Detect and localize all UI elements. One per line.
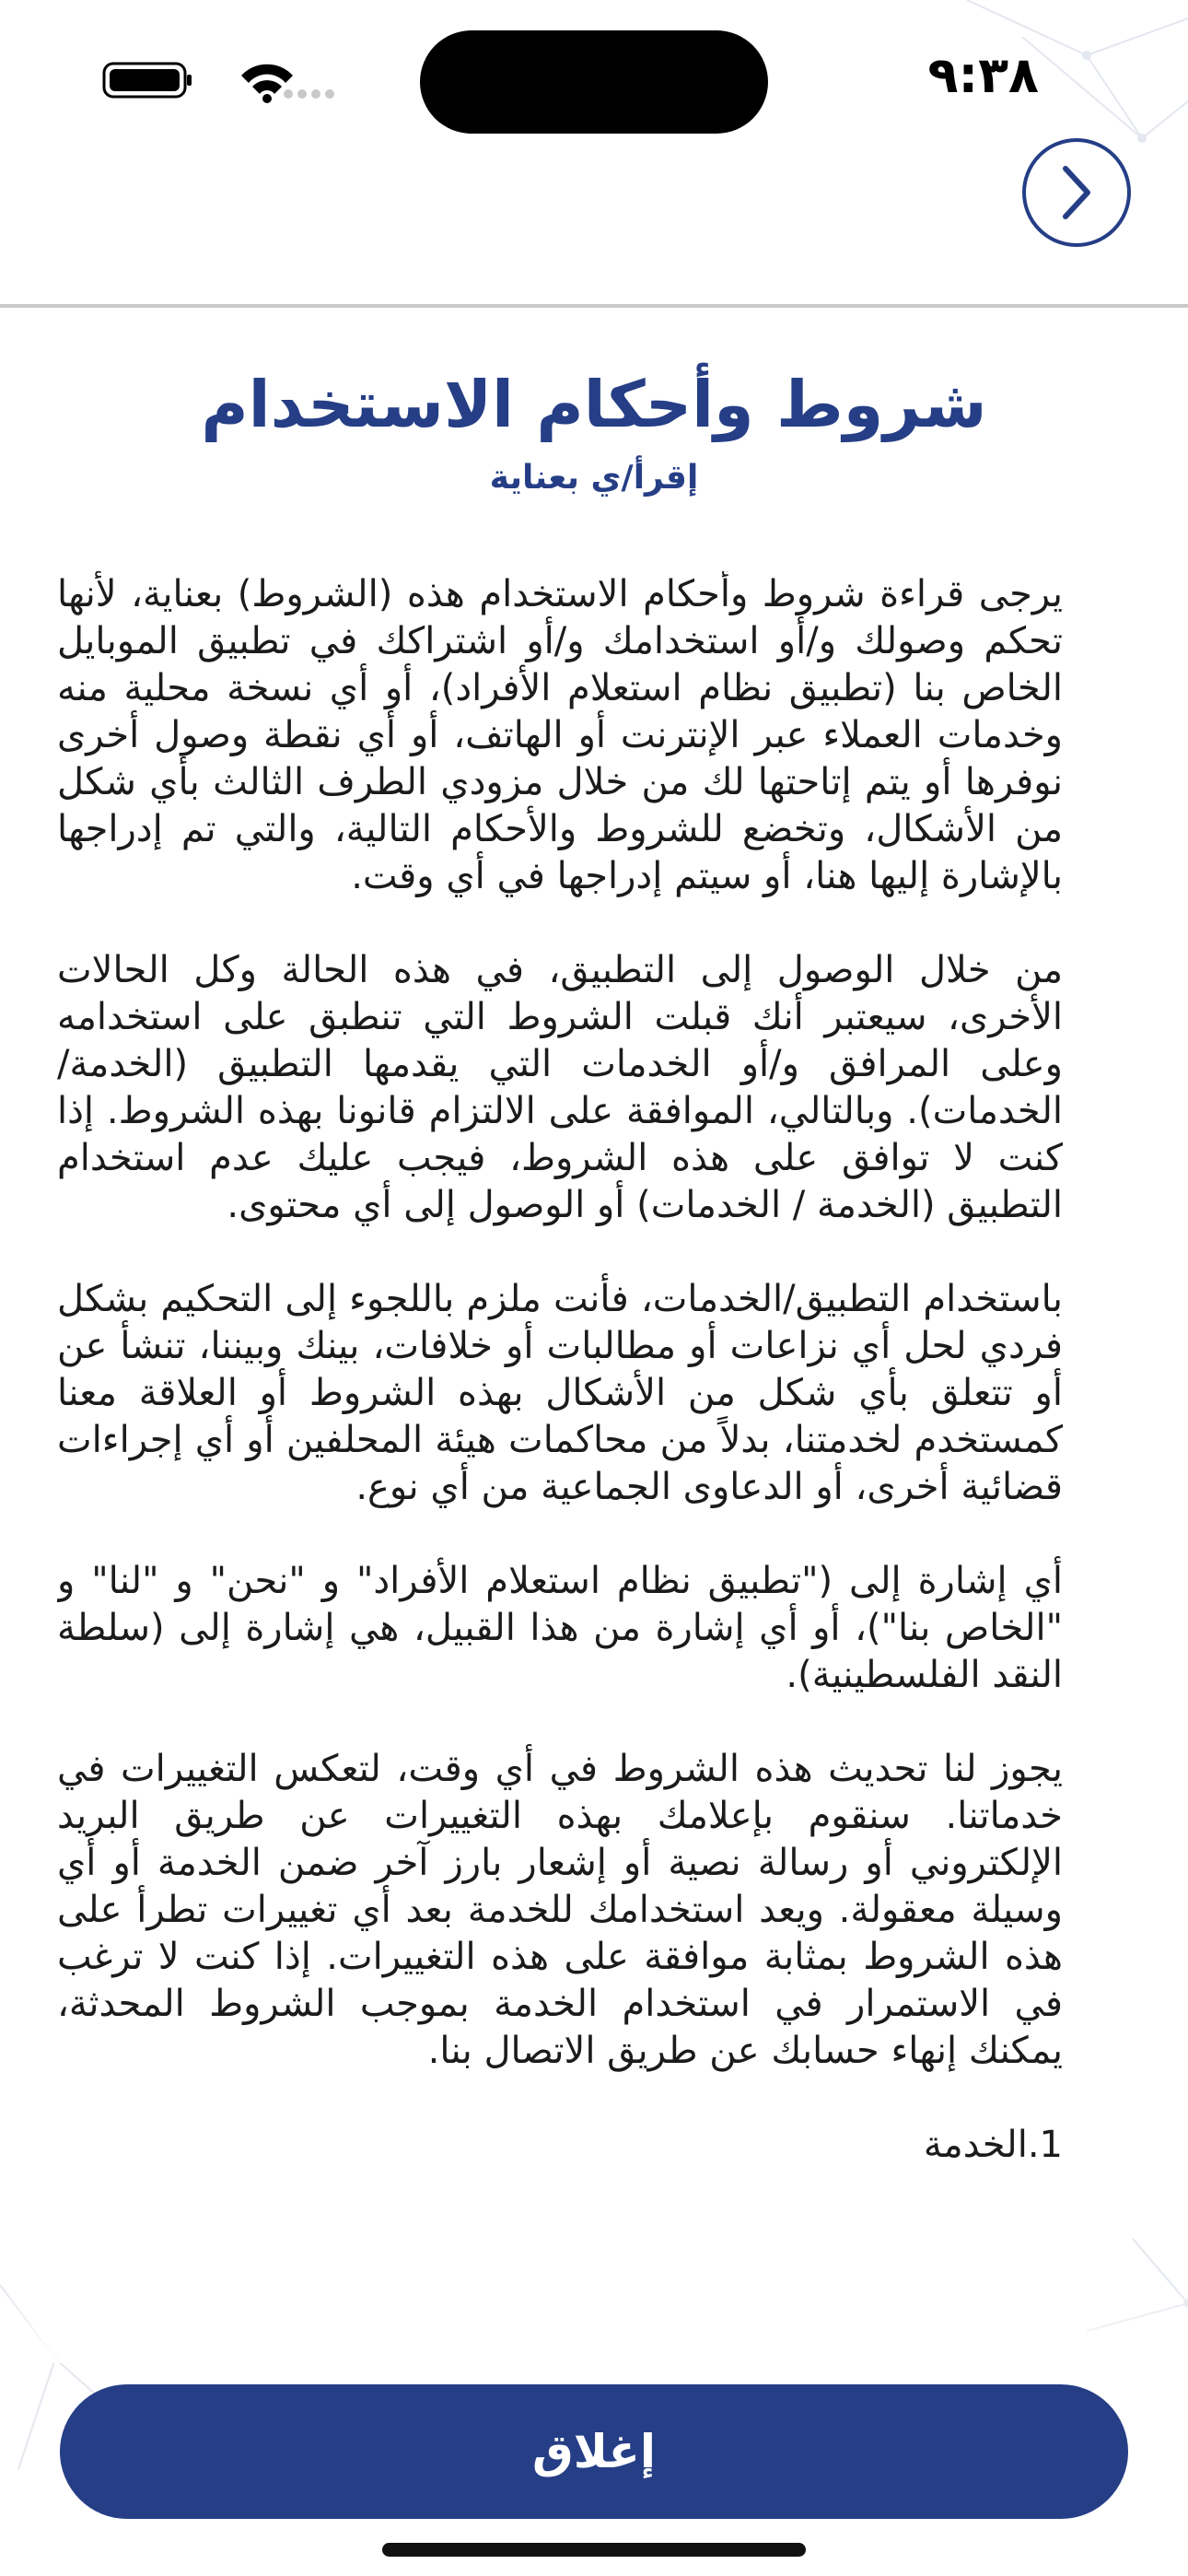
terms-paragraph-text: يرجى قراءة شروط وأحكام الاستخدام هذه (الشروط) بعناية، لأنها تحكم وصولك و/أو استخدامك و/أو اشتراكك في تطبيق الموبايل الخاص بنا (تطبيق نظام استعلام الأفراد)، أو أي نسخة محلية منه وخدمات العملاء عبر الإنترنت أو الهاتف، أو أي نقطة وصول أخرى نوفرها أو يتم إتاحتها لك من خلال مزودي الطرف الثالث بأي شكل من الأشكال، وتخضع للشروط والأحكام التالية، والتي تم إدراجها بالإشارة إليها هنا، أو سيتم إدراجها في أي وقت.: [57, 573, 1063, 897]
section-heading: 1.الخدمة: [923, 2124, 1063, 2166]
content-fade: [0, 2289, 1188, 2363]
terms-paragraph: [57, 571, 1063, 900]
status-icons: [101, 57, 350, 103]
back-button[interactable]: [1022, 138, 1131, 247]
close-button[interactable]: إغلاق: [60, 2384, 1128, 2519]
home-indicator: [382, 2543, 806, 2557]
status-time: ٩:٣٨: [927, 46, 1039, 104]
chevron-right-icon: [1056, 163, 1097, 222]
terms-paragraph: باستخدام التطبيق/الخدمات، فأنت ملزم باللجوء إلى التحكيم بشكل فردي لحل أي نزاعات أو مطالبات أو خلافات، بينك وبيننا، تنشأ عن أو تتعلق بأي شكل من الأشكال بهذه الشروط أو العلاقة معنا كمستخدم لخدمتنا، بدلاً من محاكمات هيئة المحلفين أو أي إجراءات قضائية أخرى، أو الدعاوى الجماعية من أي نوع.: [57, 1278, 1063, 1508]
terms-paragraph: من خلال الوصول إلى التطبيق، في هذه الحالة وكل الحالات الأخرى، سيعتبر أنك قبلت الشروط التي تنطبق على استخدامه وعلى المرافق و/أو الخدمات التي يقدمها التطبيق (الخدمة/الخدمات). وبالتالي، الموافقة على الالتزام قانونا بهذه الشروط. إذا كنت لا توافق على هذه الشروط، فيجب عليك عدم استخدام التطبيق (الخدمة / الخدمات) أو الوصول إلى أي محتوى.: [57, 949, 1063, 1226]
page-title: شروط وأحكام الاستخدام: [201, 367, 987, 442]
dynamic-island: [420, 30, 768, 134]
terms-content[interactable]: [57, 571, 1063, 2354]
terms-paragraph: يجوز لنا تحديث هذه الشروط في أي وقت، لتعكس التغييرات في خدماتنا. سنقوم بإعلامك بهذه التغييرات عن طريق البريد الإلكتروني أو رسالة نصية أو إشعار بارز آخر ضمن الخدمة أو أي وسيلة معقولة. ويعد استخدامك للخدمة بعد أي تغييرات تطرأ على هذه الشروط بمثابة موافقة على هذه التغييرات. إذا كنت لا ترغب في الاستمرار في استخدام الخدمة بموجب الشروط المحدثة، يمكنك إنهاء حسابك عن طريق الاتصال بنا.: [57, 1748, 1063, 2072]
battery-icon: [104, 64, 192, 97]
page-subtitle: إقرأ/ي بعناية: [489, 459, 699, 497]
header-divider: [0, 304, 1188, 308]
signal-icon: [284, 89, 334, 99]
status-bar: [0, 0, 1188, 157]
terms-paragraph: أي إشارة إلى ("تطبيق نظام استعلام الأفراد" و "نحن" و "لنا" و "الخاص بنا")، أو أي إشارة من هذا القبيل، هي إشارة إلى (سلطة النقد الفلسطينية).: [57, 1560, 1063, 1696]
